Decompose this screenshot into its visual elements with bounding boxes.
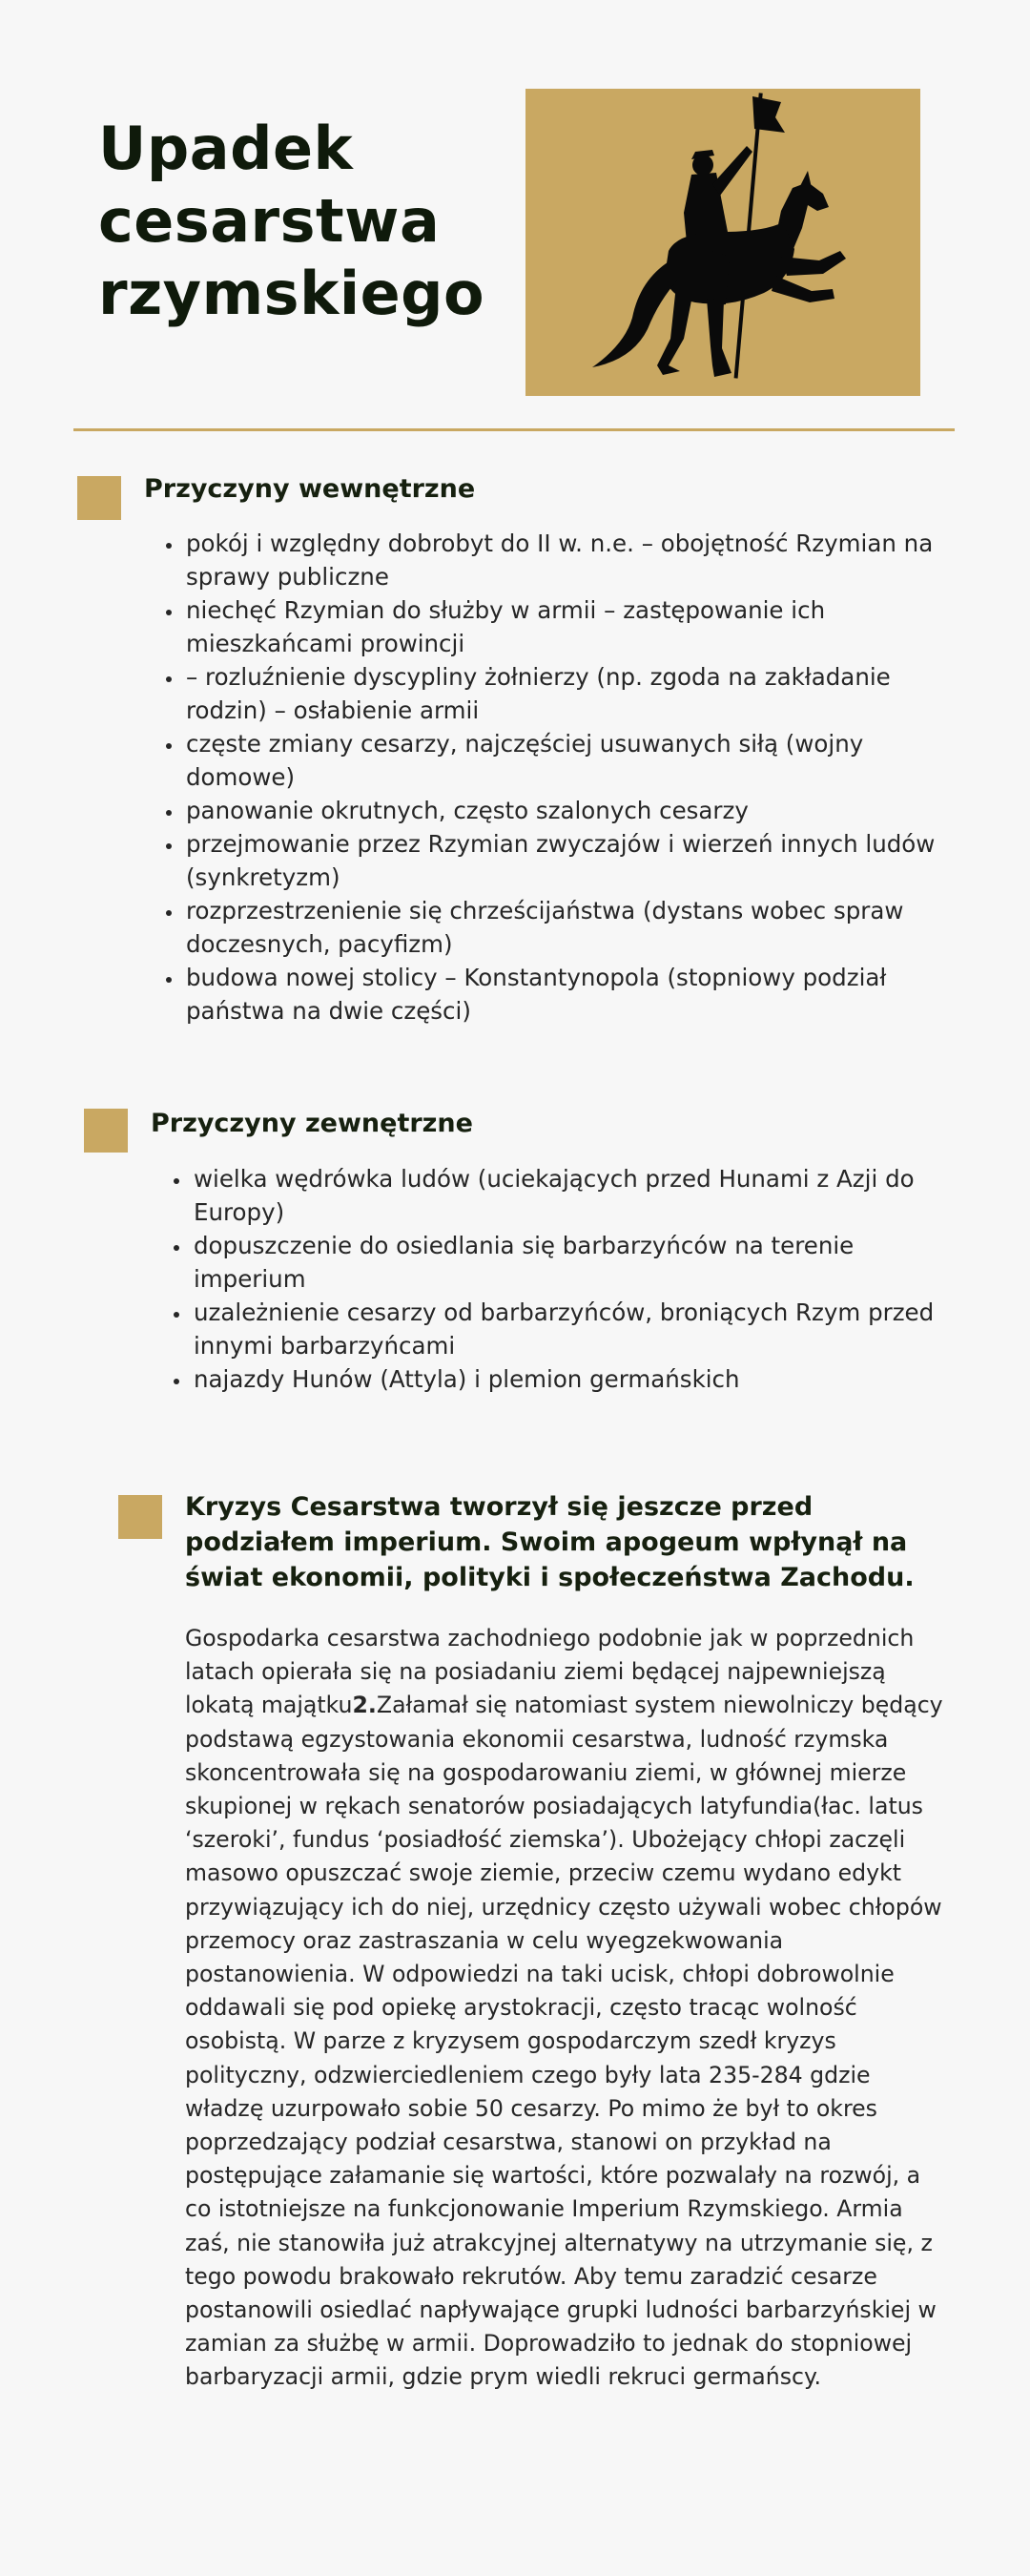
list-item: • panowanie okrutnych, często szalonych cesarzy <box>184 794 966 827</box>
title-line-3: rzymskiego <box>98 259 485 328</box>
section-marker-square <box>84 1109 128 1153</box>
list-item: • dopuszczenie do osiedlania się barbarzyńców na terenie imperium <box>192 1229 955 1296</box>
section-title-external-causes: Przyczyny zewnętrzne <box>151 1109 473 1138</box>
internal-causes-list <box>155 527 966 1028</box>
list-item: • wielka wędrówka ludów (uciekających przed Hunami z Azji do Europy) <box>192 1162 955 1229</box>
list-item: • pokój i względny dobrobyt do II w. n.e. – obojętność Rzymian na sprawy publiczne <box>184 527 966 593</box>
list-item: • rozprzestrzenienie się chrześcijaństwa (dystans wobec spraw doczesnych, pacyfizm) <box>184 894 966 961</box>
hero-image <box>525 89 920 396</box>
page-title <box>98 113 518 330</box>
list-item: • przejmowanie przez Rzymian zwyczajów i wierzeń innych ludów (synkretyzm) <box>184 827 966 894</box>
paragraph-text-part-1: Gospodarka cesarstwa zachodniego podobnie jak w poprzednich latach opierała się na posiadaniu ziemi będącej najpewniejszą lokatą majątku <box>185 1625 915 1719</box>
section-title-crisis: Kryzys Cesarstwa tworzył się jeszcze przed podziałem imperium. Swoim apogeum wpłynął na świat ekonomii, polityki i społeczeństwa Zachodu. <box>185 1492 915 1592</box>
section-marker-square <box>118 1495 162 1539</box>
horseman-with-flag-silhouette-icon <box>525 89 920 396</box>
title-line-1: Upadek <box>98 114 354 183</box>
crisis-paragraph <box>185 1622 948 2395</box>
footnote-marker: 2. <box>352 1692 377 1719</box>
header-divider <box>73 428 955 431</box>
list-item: • niechęć Rzymian do służby w armii – zastępowanie ich mieszkańcami prowincji <box>184 593 966 660</box>
external-causes-list <box>163 1162 955 1396</box>
list-item: • najazdy Hunów (Attyla) i plemion germańskich <box>192 1362 955 1396</box>
list-item: • częste zmiany cesarzy, najczęściej usuwanych siłą (wojny domowe) <box>184 727 966 794</box>
section-title-internal-causes: Przyczyny wewnętrzne <box>144 474 476 504</box>
list-item: • budowa nowej stolicy – Konstantynopola (stopniowy podział państwa na dwie części) <box>184 961 966 1028</box>
section-marker-square <box>77 476 121 520</box>
list-item: • – rozluźnienie dyscypliny żołnierzy (np. zgoda na zakładanie rodzin) – osłabienie armii <box>184 660 966 727</box>
list-item: • uzależnienie cesarzy od barbarzyńców, broniących Rzym przed innymi barbarzyńcami <box>192 1296 955 1362</box>
paragraph-text-part-2: Załamał się natomiast system niewolniczy będący podstawą egzystowania ekonomii cesarstwa, ludność rzymska skoncentrowała się na gospodarowaniu ziemi, w głównej mierze skupionej w rękach senatorów posiadających latyfundia(łac. latus ‘szeroki’, fundus ‘posiadłość ziemska’). Ubożejący chłopi zaczęli masowo opuszczać swoje ziemie, przeciw czemu wydano edykt przywiązujący ich do niej, urzędnicy często używali wobec chłopów przemocy oraz zastraszania w celu wyegzekwowania postanowienia. W odpowiedzi na taki ucisk, chłopi dobrowolnie oddawali się pod opiekę arystokracji, często tracąc wolność osobistą. W parze z kryzysem gospodarczym szedł kryzys polityczny, odzwierciedleniem czego były lata 235-284 gdzie władzę uzurpowało sobie 50 cesarzy. Po mimo że był to okres poprzedzający podział cesarstwa, stanowi on przykład na postępujące załamanie się wartości, które pozwalały na rozwój, a co istotniejsze na funkcjonowanie Imperium Rzymskiego. Armia zaś, nie stanowiła już atrakcyjnej alternatywy na utrzymanie się, z tego powodu brakowało rekrutów. Aby temu zaradzić cesarze postanowili osiedlać napływające grupki ludności barbarzyńskiej w zamian za służbę w armii. Doprowadziło to jednak do stopniowej barbaryzacji armii, gdzie prym wiedli rekruci germańscy. <box>185 1692 943 2391</box>
title-line-2: cesarstwa <box>98 186 441 256</box>
